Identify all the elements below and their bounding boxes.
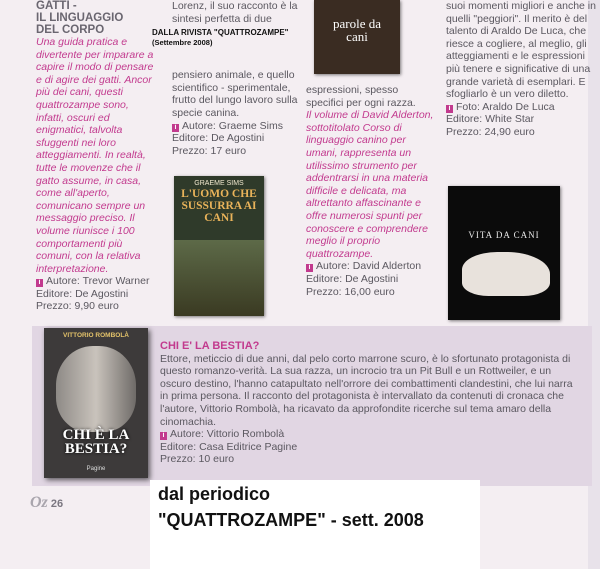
heading-line: DEL CORPO	[36, 24, 105, 36]
info-icon: i	[36, 279, 43, 287]
info-icon: i	[306, 264, 313, 272]
book-cover-uomo	[174, 176, 264, 316]
publisher-line: Editore: Casa Editrice Pagine	[160, 440, 298, 453]
caption-line: dal periodico	[158, 484, 271, 504]
author-line	[172, 120, 300, 133]
author-text: Autore: Trevor Warner	[46, 275, 150, 288]
book-title: CHI È LA BESTIA?	[62, 427, 130, 457]
author-text: Autore: Vittorio Rombolà	[170, 428, 285, 441]
magazine-logo: Oz	[30, 494, 48, 511]
article-body: pensiero animale, e quello scientifico - sperimentale, frutto del lungo lavoro sulla specie canina.	[172, 69, 298, 119]
publisher-line: Editore: White Star	[446, 113, 535, 126]
book-title: parole da cani	[332, 16, 381, 44]
callout-date: (Settembre 2008)	[152, 38, 213, 47]
column-vita	[446, 0, 596, 139]
callout-line: DALLA RIVISTA "QUATTROZAMPE"	[152, 28, 289, 37]
column-uomo	[172, 0, 300, 157]
cover-face-image	[56, 346, 136, 432]
article-heading	[36, 0, 154, 36]
article-bestia	[160, 340, 580, 466]
book-author: GRAEME SIMS	[194, 180, 244, 187]
author-text: Autore: Graeme Sims	[182, 119, 283, 132]
dog-photo	[462, 252, 550, 296]
book-cover-bestia	[44, 328, 148, 478]
book-publisher: Pagine	[86, 466, 106, 472]
book-title: VITA DA CANI	[468, 230, 540, 240]
price-line: Prezzo: 9,90 euro	[36, 300, 119, 313]
page-number-text: 26	[50, 498, 64, 510]
author-line	[36, 275, 154, 288]
author-line	[306, 260, 438, 273]
author-line	[160, 428, 580, 441]
author-line	[446, 101, 596, 114]
author-text: Autore: David Alderton	[316, 260, 422, 273]
price-line: Prezzo: 24,90 euro	[446, 125, 535, 138]
heading-line: IL LINGUAGGIO	[36, 12, 124, 24]
cover-photo	[174, 240, 264, 316]
source-caption	[150, 480, 480, 569]
column-parole	[306, 84, 438, 298]
info-icon: i	[172, 124, 179, 132]
info-icon: i	[160, 432, 167, 440]
book-cover-parole	[314, 0, 400, 74]
publisher-line: Editore: De Agostini	[306, 272, 399, 285]
article-body: Ettore, meticcio di due anni, dal pelo corto marrone scuro, è lo sfortunato protagonista di questo romanzo-verità. La sua razza, un incrocio tra un Pit Bull e un Rottweiler, e un oscuro destino, l'hanno catapultato nell'orrore dei combattimenti clandestini, che lui narra in prima persona. Il racconto del protagonista è intervallato da contenuti di cronaca che l'autore, Vittorio Rombolà, ha ricavato da approfondite ricerche sul tema amaro della cinomachia.	[160, 352, 573, 428]
article-body: Una guida pratica e divertente per imparare a capire il modo di pensare e di agire dei gatti. Ancor più dei cani, questi quattrozampe sono, infatti, oscuri ed enigmatici, talvolta sfuggenti nei loro atteggiamenti. In realtà, tutte le movenze che il gatto assume, in casa, come all'aperto, comunicano sempre un messaggio preciso. Il volume riunisce i 100 comportamenti più comuni, con la relativa interpretazione.	[36, 36, 154, 275]
book-cover-vita	[448, 186, 560, 320]
publisher-line: Editore: De Agostini	[36, 287, 129, 300]
article-text-top: Lorenz, il suo racconto è la sintesi perfetta di due	[172, 0, 298, 25]
book-author: VITTORIO ROMBOLÀ	[63, 332, 129, 339]
price-line: Prezzo: 10 euro	[160, 453, 235, 466]
article-title: CHI E' LA BESTIA?	[160, 340, 260, 352]
price-line: Prezzo: 17 euro	[172, 144, 247, 157]
book-title: L'UOMO CHE SUSSURRA AI CANI	[181, 188, 257, 224]
publisher-line: Editore: De Agostini	[172, 132, 265, 145]
heading-line: GATTI -	[36, 0, 77, 12]
article-body: suoi momenti migliori e anche in quelli "peggiori". Il merito è del talento di Araldo De Luca, che riesce a cogliere, al meglio, gli atteggiamenti e le espressioni più tenere e significative di una grande varietà di esemplari. E sfogliarlo è un vero diletto.	[446, 0, 596, 101]
price-line: Prezzo: 16,00 euro	[306, 285, 395, 298]
page-number	[30, 494, 63, 512]
author-text: Foto: Araldo De Luca	[456, 100, 555, 113]
article-body: espressioni, spesso specifici per ogni razza.	[306, 84, 416, 109]
caption-line: "QUATTROZAMPE" - sett. 2008	[158, 510, 424, 530]
column-gatti	[36, 0, 154, 313]
article-body-italic: Il volume di David Alderton, sottotitolato Corso di linguaggio canino per umani, rappresenta un utilissimo strumento per addentrarsi in una materia difficile e delicata, ma altrettanto affascinante e offre numerosi spunti per conoscere e comprendere meglio il proprio quattrozampe.	[306, 109, 434, 260]
info-icon: i	[446, 105, 453, 113]
